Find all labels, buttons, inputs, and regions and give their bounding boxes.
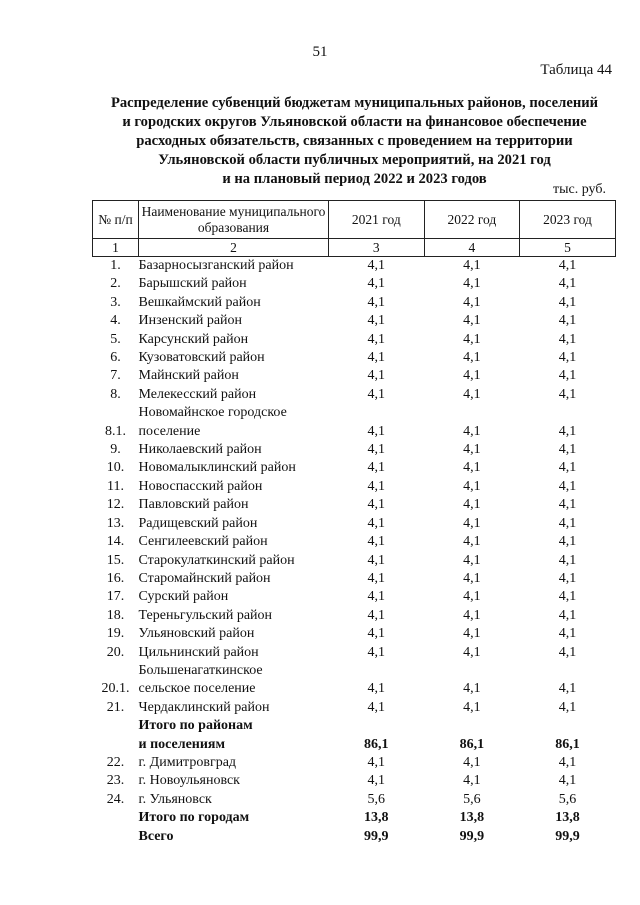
value-2021: 4,1 [367, 478, 386, 494]
row-number [93, 809, 139, 827]
value-2023: 4,1 [558, 331, 577, 347]
row-name: Инзенский район [138, 313, 243, 329]
row-name: Старомайнский район [138, 570, 271, 586]
value-2022: 4,1 [463, 386, 481, 402]
table-index-row [93, 239, 616, 257]
value-2021: 4,1 [367, 589, 386, 605]
value-2021: 4,1 [367, 350, 386, 366]
value-2022: 4,1 [463, 294, 481, 310]
table-row [93, 331, 616, 349]
value-2022: 4,1 [463, 570, 481, 586]
value-2021: 4,1 [367, 754, 386, 770]
table-row [93, 275, 616, 293]
value-2021: 99,9 [364, 828, 389, 844]
value-2022: 4,1 [463, 644, 481, 660]
value-2021: 4,1 [367, 773, 386, 789]
row-name: Новоспасский район [138, 478, 263, 494]
row-number: 8. [110, 386, 121, 402]
value-2023: 4,1 [558, 754, 577, 770]
value-2023: 99,9 [555, 828, 580, 844]
value-2021: 4,1 [367, 699, 386, 715]
value-2023: 4,1 [558, 478, 577, 494]
value-2022: 4,1 [463, 460, 481, 476]
value-2023: 4,1 [558, 699, 577, 715]
table-row [93, 386, 616, 404]
row-number: 20.1. [101, 681, 130, 697]
row-name: Барышский район [138, 276, 247, 292]
value-2022: 4,1 [463, 478, 481, 494]
value-2021: 4,1 [367, 644, 386, 660]
row-number: 13. [106, 515, 125, 531]
row-number: 16. [106, 570, 125, 586]
value-2022: 4,1 [463, 368, 481, 384]
value-2021: 4,1 [367, 386, 386, 402]
value-2023: 4,1 [558, 368, 577, 384]
table-row [93, 772, 616, 790]
row-name: Цильнинский район [138, 644, 259, 660]
value-2022: 4,1 [463, 331, 481, 347]
row-number: 3. [110, 294, 121, 310]
table-row [93, 478, 616, 496]
row-number: 12. [106, 497, 125, 513]
row-number: 11. [107, 478, 124, 494]
header-2022: 2022 год [424, 201, 520, 239]
table-row [93, 588, 616, 606]
row-name: Ульяновский район [138, 626, 255, 642]
index-cell: 3 [329, 239, 425, 257]
table-row [93, 312, 616, 330]
value-2023: 4,1 [558, 350, 577, 366]
subvention-table [92, 200, 616, 846]
value-2022: 4,1 [463, 442, 481, 458]
index-cell: 2 [139, 239, 329, 257]
table-label: Таблица 44 [540, 62, 612, 78]
row-number [93, 717, 139, 754]
value-2023: 4,1 [558, 258, 577, 273]
row-number: 14. [106, 534, 125, 550]
row-name: Сенгилеевский район [138, 534, 268, 550]
row-name: Карсунский район [138, 331, 249, 347]
row-name: Новомалыклинский район [138, 460, 296, 476]
value-2022: 4,1 [463, 754, 481, 770]
value-2023: 4,1 [558, 552, 577, 568]
value-2022: 4,1 [463, 589, 481, 605]
row-name: Всего [138, 828, 174, 844]
value-2021: 4,1 [367, 423, 386, 439]
row-number: 6. [110, 350, 121, 366]
value-2021: 86,1 [364, 736, 389, 752]
value-2023: 4,1 [558, 626, 577, 642]
value-2022: 99,9 [459, 828, 485, 844]
table-header-row [93, 201, 616, 239]
total-row [93, 828, 616, 846]
row-name: Радищевский район [138, 515, 258, 531]
table-row [93, 754, 616, 772]
value-2022: 4,1 [463, 552, 481, 568]
header-num: № п/п [93, 201, 139, 239]
table-row [93, 349, 616, 367]
value-2021: 4,1 [367, 460, 386, 476]
value-2023: 4,1 [558, 534, 577, 550]
total-row [93, 809, 616, 827]
table-row [93, 496, 616, 514]
value-2023: 5,6 [558, 791, 577, 807]
value-2022: 4,1 [463, 515, 481, 531]
row-number: 20. [106, 644, 125, 660]
value-2021: 4,1 [367, 607, 386, 623]
row-number: 19. [106, 626, 125, 642]
row-number: 17. [106, 589, 125, 605]
value-2021: 4,1 [367, 331, 386, 347]
value-2022: 4,1 [463, 699, 481, 715]
table-body [93, 257, 616, 847]
value-2022: 4,1 [463, 313, 481, 329]
value-2021: 4,1 [367, 515, 386, 531]
row-number: 7. [110, 368, 121, 384]
page-number: 51 [312, 44, 328, 60]
row-name: г. Новоульяновск [138, 773, 240, 789]
title-line: и на плановый период 2022 и 2023 годов [222, 171, 487, 187]
row-number: 21. [106, 699, 125, 715]
row-name: Кузоватовский район [138, 350, 265, 366]
row-name: Вешкаймский район [138, 294, 261, 310]
value-2022: 4,1 [463, 497, 481, 513]
table-row [93, 404, 616, 441]
value-2022: 13,8 [459, 810, 485, 826]
value-2022: 86,1 [459, 736, 485, 752]
row-name: Старокулаткинский район [138, 552, 295, 568]
row-name: Большенагаткинское сельское поселение [138, 662, 263, 697]
row-name: Мелекесский район [138, 386, 257, 402]
value-2023: 13,8 [555, 810, 580, 826]
table-row [93, 570, 616, 588]
header-2021: 2021 год [329, 201, 425, 239]
value-2021: 4,1 [367, 497, 386, 513]
value-2021: 4,1 [367, 276, 386, 292]
row-name: Новомайнское городское поселение [138, 405, 287, 439]
row-number: 18. [106, 607, 125, 623]
row-name: Павловский район [138, 497, 249, 513]
row-name: Чердаклинский район [138, 699, 270, 715]
table-row [93, 791, 616, 809]
value-2021: 4,1 [367, 681, 386, 697]
title-line: Ульяновской области публичных мероприятий, на 2021 год [158, 152, 551, 168]
value-2023: 4,1 [558, 442, 577, 458]
value-2023: 4,1 [558, 515, 577, 531]
value-2021: 4,1 [367, 258, 386, 273]
value-2023: 4,1 [558, 460, 577, 476]
table-row [93, 294, 616, 312]
row-name: Николаевский район [138, 442, 262, 458]
value-2021: 4,1 [367, 570, 386, 586]
row-number: 1. [110, 258, 121, 273]
value-2021: 4,1 [367, 534, 386, 550]
document-title [92, 94, 617, 189]
index-cell: 1 [93, 239, 139, 257]
row-number: 10. [106, 460, 125, 476]
index-cell: 4 [424, 239, 520, 257]
header-2023: 2023 год [520, 201, 616, 239]
value-2023: 4,1 [558, 294, 577, 310]
value-2021: 4,1 [367, 442, 386, 458]
value-2022: 4,1 [463, 773, 481, 789]
value-2022: 4,1 [463, 607, 481, 623]
value-2021: 4,1 [367, 294, 386, 310]
table-row [93, 644, 616, 662]
value-2021: 4,1 [367, 626, 386, 642]
row-number: 8.1. [105, 423, 126, 439]
value-2023: 86,1 [555, 736, 580, 752]
value-2022: 5,6 [463, 791, 481, 807]
row-name: Майнский район [138, 368, 239, 384]
table-row [93, 699, 616, 717]
value-2022: 4,1 [463, 681, 481, 697]
value-2023: 4,1 [558, 386, 577, 402]
title-line: расходных обязательств, связанных с проведением на территории [136, 133, 573, 149]
value-2021: 4,1 [367, 552, 386, 568]
row-name: Итого по городам [138, 810, 250, 826]
value-2022: 4,1 [463, 534, 481, 550]
value-2022: 4,1 [463, 276, 481, 292]
value-2021: 5,6 [367, 791, 386, 807]
value-2023: 4,1 [558, 423, 577, 439]
title-line: и городских округов Ульяновской области на финансовое обеспечение [122, 114, 587, 130]
row-number: 22. [106, 754, 125, 770]
value-2022: 4,1 [463, 258, 481, 273]
row-name: г. Димитровград [138, 754, 237, 770]
title-line: Распределение субвенций бюджетам муниципальных районов, поселений [110, 95, 599, 111]
value-2021: 4,1 [367, 313, 386, 329]
row-name: Итого по районам и поселениям [138, 718, 253, 752]
row-number: 23. [106, 773, 125, 789]
row-name: Сурский район [138, 589, 229, 605]
value-2023: 4,1 [558, 313, 577, 329]
row-name: Базарносызганский район [138, 258, 294, 273]
table-row [93, 367, 616, 385]
row-name: г. Ульяновск [138, 791, 212, 807]
value-2023: 4,1 [558, 497, 577, 513]
value-2023: 4,1 [558, 644, 577, 660]
table-row [93, 533, 616, 551]
table-row [93, 441, 616, 459]
value-2023: 4,1 [558, 276, 577, 292]
value-2023: 4,1 [558, 570, 577, 586]
value-2023: 4,1 [558, 773, 577, 789]
value-2022: 4,1 [463, 423, 481, 439]
row-number: 2. [110, 276, 121, 292]
value-2021: 13,8 [364, 810, 389, 826]
table-row [93, 459, 616, 477]
table-row [93, 625, 616, 643]
value-2023: 4,1 [558, 607, 577, 623]
row-number: 4. [110, 313, 121, 329]
table-row [93, 257, 616, 276]
row-name: Тереньгульский район [138, 607, 273, 623]
table-row [93, 607, 616, 625]
table-row [93, 515, 616, 533]
value-2021: 4,1 [367, 368, 386, 384]
table-row [93, 552, 616, 570]
row-number [93, 828, 139, 846]
index-cell: 5 [520, 239, 616, 257]
units-label: тыс. руб. [553, 182, 606, 197]
value-2022: 4,1 [463, 350, 481, 366]
total-row [93, 717, 616, 754]
table-row [93, 662, 616, 699]
row-number: 9. [110, 442, 121, 458]
row-number: 15. [106, 552, 125, 568]
row-number: 5. [110, 331, 121, 347]
value-2023: 4,1 [558, 589, 577, 605]
value-2022: 4,1 [463, 626, 481, 642]
row-number: 24. [106, 791, 125, 807]
header-name: Наименование муниципального образования [139, 201, 329, 239]
value-2023: 4,1 [558, 681, 577, 697]
